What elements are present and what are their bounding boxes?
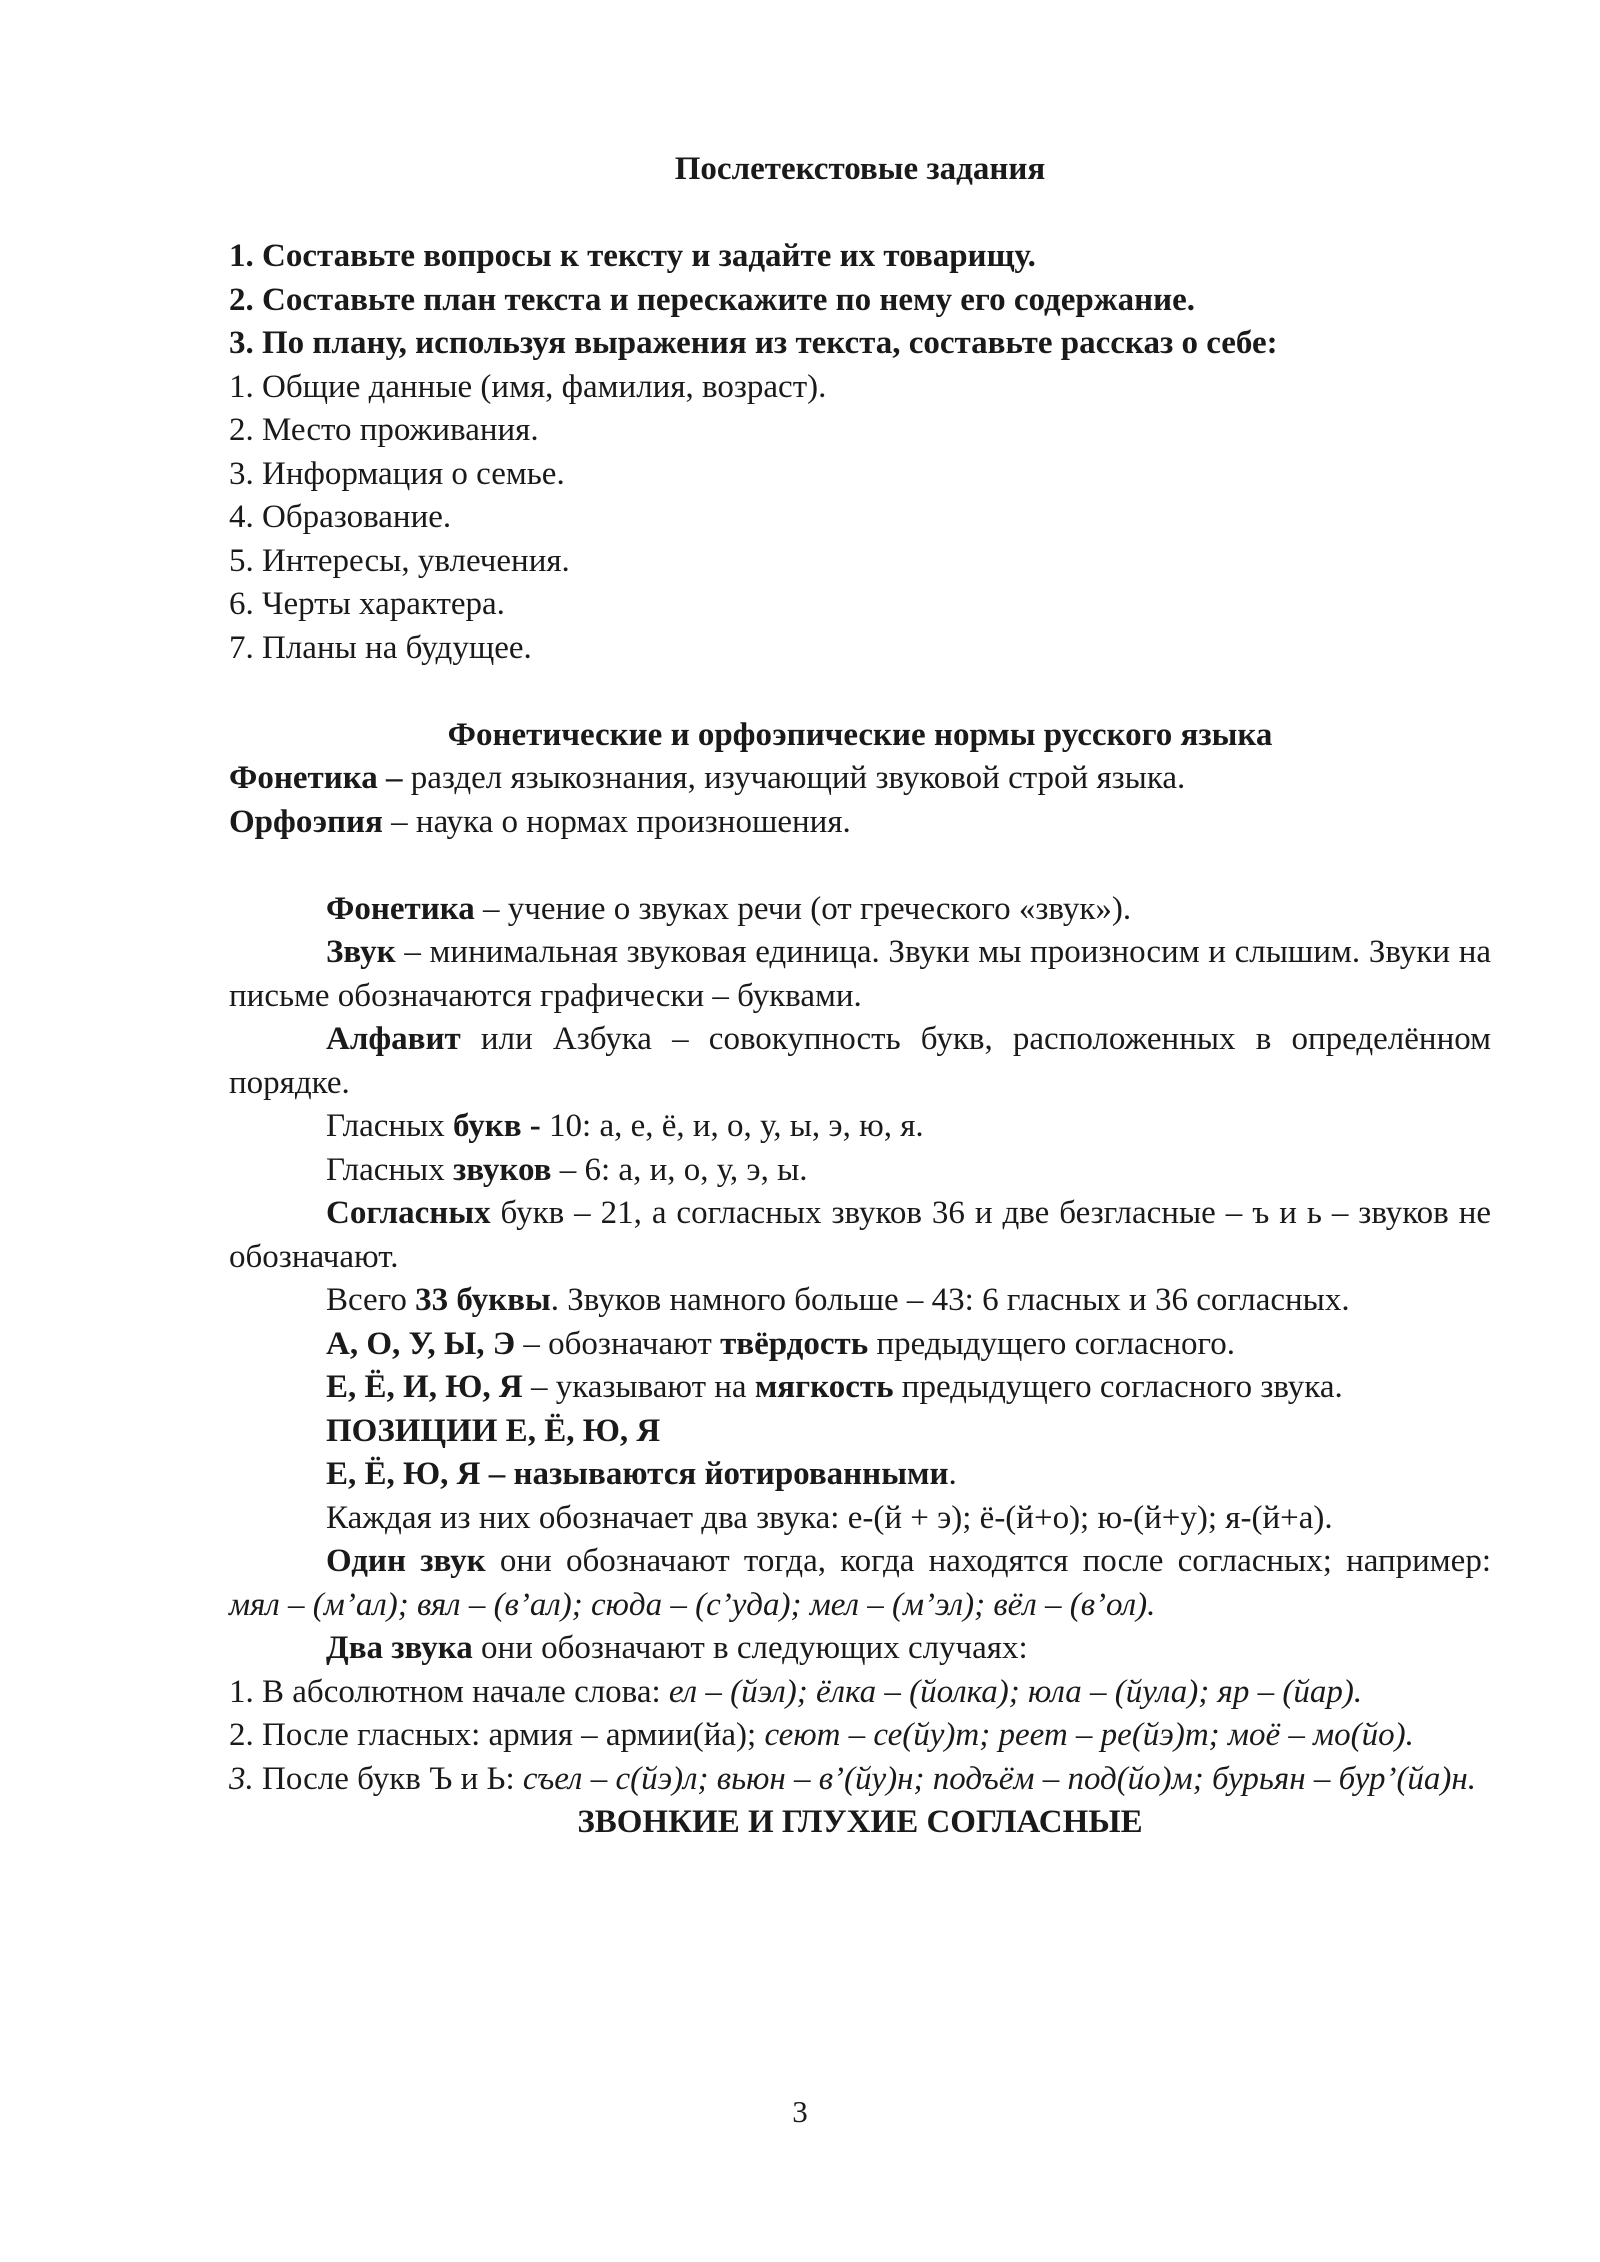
paragraph-text: Гласных — [326, 1151, 453, 1188]
examples: ел – (йэл); ёлка – (йолка); юла – (йула); яр – (йар). — [668, 1673, 1363, 1710]
paragraph-text: . — [948, 1456, 957, 1492]
plan-item: 7. Планы на будущее. — [229, 629, 532, 666]
paragraph-two-sounds-each: Каждая из них обозначает два звука: е-(й + э); ё-(й+о); ю-(й+у); я-(й+а). — [326, 1499, 1333, 1536]
paragraph-alphabet — [229, 1018, 1491, 1105]
plan-item: 4. Образование. — [229, 499, 452, 535]
term: Е, Ё, Ю, Я – называются йотированными — [326, 1456, 949, 1492]
paragraph-text: 10: а, е, ё, и, о, у, ы, э, ю, я. — [540, 1108, 924, 1144]
definition-text: раздел языкознания, изучающий звуковой строй языка. — [402, 760, 1186, 796]
term: Два звука — [326, 1630, 473, 1666]
paragraph-one-sound — [229, 1540, 1491, 1627]
paragraph-text: они обозначают тогда, когда находятся после согласных; например: — [485, 1543, 1491, 1579]
paragraph-text: – учение о звуках речи (от греческого «звук»). — [474, 890, 1132, 927]
term: Е, Ё, И, Ю, Я — [326, 1369, 523, 1405]
plan-item: 2. Место проживания. — [229, 412, 539, 448]
term: Согласных — [326, 1195, 491, 1231]
paragraph-text: предыдущего согласного звука. — [893, 1369, 1343, 1405]
paragraph-soft — [229, 1366, 1491, 1410]
case-item — [229, 1758, 1491, 1802]
page-number: 3 — [792, 2094, 808, 2129]
term: Алфавит — [326, 1021, 461, 1057]
term: Звук — [326, 934, 396, 970]
task-3: 3. По плану, используя выражения из текста, составьте рассказ о себе: — [229, 325, 1278, 361]
paragraph-total — [229, 1279, 1491, 1323]
plan-item: 3. Информация о семье. — [229, 455, 565, 492]
case-item — [229, 1671, 1491, 1715]
paragraph-consonants — [229, 1192, 1491, 1279]
examples: мял – (м’ал); вял – (в’ал); сюда – (с’уда); мел – (м’эл); вёл – (в’ол). — [229, 1586, 1156, 1623]
case-text: 2. После гласных: армия – армии(йа); — [229, 1717, 765, 1753]
task-1: 1. Составьте вопросы к тексту и задайте их товарищу. — [229, 238, 1036, 274]
term: Фонетика — [326, 890, 475, 927]
term: звуков — [452, 1151, 552, 1188]
paragraph-text: букв – 21, а согласных звуков 36 и две безгласные – ъ и ь – звуков не обозначают. — [229, 1195, 1491, 1275]
definition-orthoepy — [229, 801, 1491, 845]
paragraph-text: – 6: а, и, о, у, э, ы. — [551, 1151, 808, 1188]
paragraph-two-sounds — [229, 1627, 1491, 1671]
paragraph-text: или Азбука – совокупность букв, расположенных в определённом порядке. — [229, 1021, 1491, 1101]
paragraph-text: они обозначают в следующих случаях: — [472, 1630, 1028, 1666]
case-number: 3. — [229, 1760, 254, 1797]
paragraph-text: – минимальная звуковая единица. Звуки мы произносим и слышим. Звуки на письме обозначаются графически – буквами. — [229, 934, 1491, 1014]
paragraph-sound — [229, 931, 1491, 1018]
case-text: 1. В абсолютном начале слова: — [229, 1673, 669, 1710]
examples: съел – с(йэ)л; вьюн – в’(йу)н; подъём – под(йо)м; бурьян – бур’(йа)н. — [522, 1760, 1477, 1797]
section-heading: Фонетические и орфоэпические нормы русского языка — [447, 716, 1273, 753]
term: букв - — [452, 1108, 541, 1144]
plan-item: 5. Интересы, увлечения. — [229, 542, 570, 579]
spacer — [229, 192, 1491, 236]
term: Фонетика – — [229, 760, 403, 796]
positions-heading: ПОЗИЦИИ Е, Ё, Ю, Я — [326, 1412, 661, 1449]
definition-text: – наука о нормах произношения. — [382, 803, 851, 840]
paragraph-iotated — [229, 1453, 1491, 1497]
term: Один звук — [326, 1543, 486, 1579]
paragraph-vowel-sounds — [229, 1149, 1491, 1193]
case-item — [229, 1714, 1491, 1758]
definition-phonetics — [229, 757, 1491, 801]
term: А, О, У, Ы, Э — [326, 1325, 516, 1362]
plan-item: 1. Общие данные (имя, фамилия, возраст). — [229, 368, 827, 405]
paragraph-vowel-letters — [229, 1105, 1491, 1149]
term: 33 буквы — [415, 1282, 551, 1318]
examples: сеют – се(йу)т; реет – ре(йэ)т; моё – мо(йо). — [764, 1717, 1414, 1753]
spacer — [229, 844, 1491, 888]
task-heading: Послетекстовые задания — [674, 151, 1046, 187]
final-heading: ЗВОНКИЕ И ГЛУХИЕ СОГЛАСНЫЕ — [577, 1804, 1143, 1840]
plan-item: 6. Черты характера. — [229, 586, 505, 622]
task-2: 2. Составьте план текста и перескажите по нему его содержание. — [229, 281, 1196, 318]
term: мягкость — [754, 1369, 894, 1405]
case-text: После букв Ъ и Ь: — [253, 1760, 523, 1797]
paragraph-text: предыдущего согласного. — [868, 1325, 1235, 1362]
paragraph-text: Всего — [326, 1282, 416, 1318]
term: твёрдость — [720, 1325, 869, 1362]
term: Орфоэпия — [229, 803, 383, 840]
paragraph-text: . Звуков намного больше – 43: 6 гласных и 36 согласных. — [550, 1282, 1350, 1318]
paragraph-hard — [229, 1323, 1491, 1367]
paragraph-text: – указывают на — [522, 1369, 755, 1405]
paragraph-text: – обозначают — [515, 1325, 721, 1362]
paragraph-text: Гласных — [326, 1108, 453, 1144]
spacer — [229, 670, 1491, 714]
paragraph-phonetics — [229, 888, 1491, 932]
